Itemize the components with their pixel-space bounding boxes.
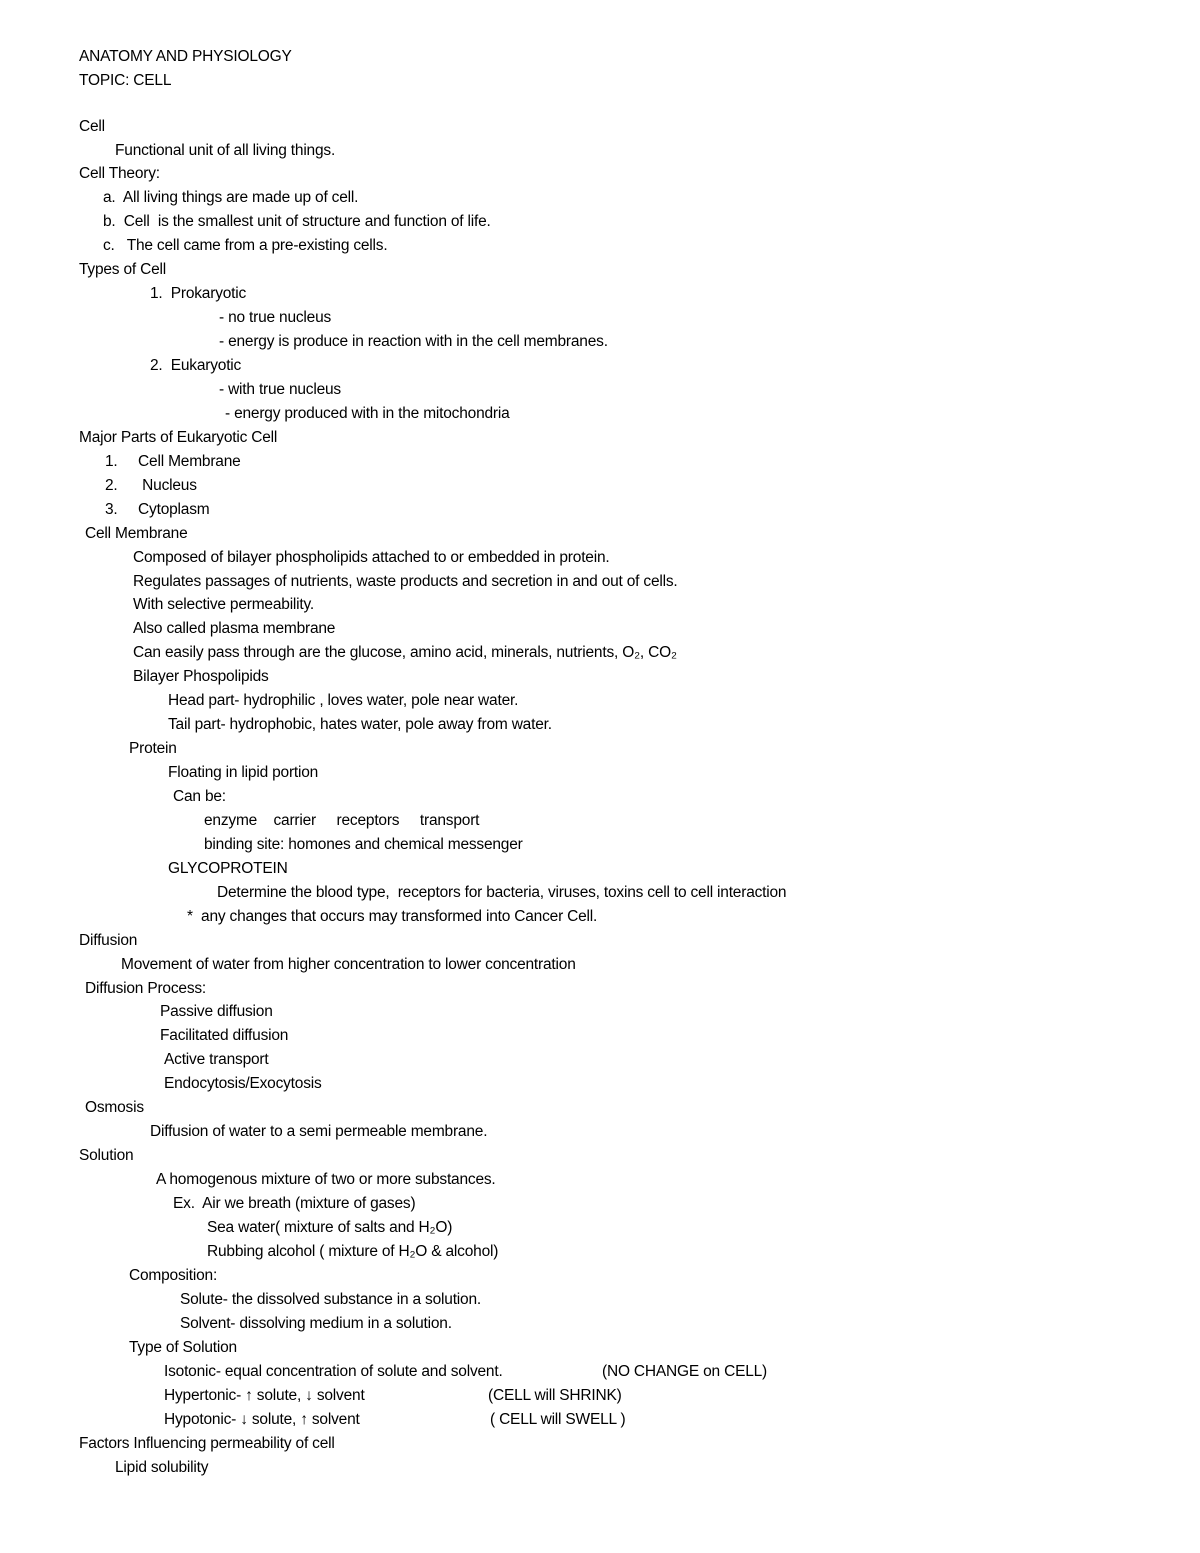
eukaryotic-point: - energy produced with in the mitochondria xyxy=(225,405,510,422)
prokaryotic-point: - energy is produce in reaction with in the cell membranes. xyxy=(219,333,608,350)
diffusion-definition: Movement of water from higher concentration to lower concentration xyxy=(121,956,576,973)
glycoprotein-heading: GLYCOPROTEIN xyxy=(168,860,288,877)
solution-type-isotonic: Isotonic- equal concentration of solute and solvent. xyxy=(164,1363,503,1380)
composition-item: Solute- the dissolved substance in a solution. xyxy=(180,1291,481,1308)
section-heading-solution: Solution xyxy=(79,1147,134,1164)
cell-membrane-point: Also called plasma membrane xyxy=(133,620,336,637)
bilayer-point: Tail part- hydrophobic, hates water, pole away from water. xyxy=(168,716,552,733)
protein-binding-site: binding site: homones and chemical messenger xyxy=(204,836,523,853)
major-part-item: 2. Nucleus xyxy=(105,477,197,494)
cell-membrane-point: With selective permeability. xyxy=(133,596,315,613)
diffusion-process-item: Active transport xyxy=(164,1051,269,1068)
cell-theory-item: c. The cell came from a pre-existing cells. xyxy=(103,237,388,254)
protein-roles: enzyme carrier receptors transport xyxy=(204,812,480,829)
osmosis-definition: Diffusion of water to a semi permeable membrane. xyxy=(150,1123,488,1140)
major-part-item: 3. Cytoplasm xyxy=(105,501,210,518)
eukaryotic-label: 2. Eukaryotic xyxy=(150,357,242,374)
composition-item: Solvent- dissolving medium in a solution. xyxy=(180,1315,452,1332)
protein-can-be: Can be: xyxy=(173,788,226,805)
solution-example: Sea water( mixture of salts and H₂O) xyxy=(207,1219,453,1236)
composition-heading: Composition: xyxy=(129,1267,218,1284)
section-heading-cell: Cell xyxy=(79,118,105,135)
solution-definition: A homogenous mixture of two or more substances. xyxy=(156,1171,496,1188)
solution-effect-hypotonic: ( CELL will SWELL ) xyxy=(490,1411,626,1428)
eukaryotic-point: - with true nucleus xyxy=(219,381,341,398)
diffusion-process-item: Endocytosis/Exocytosis xyxy=(164,1075,322,1092)
protein-heading: Protein xyxy=(129,740,177,757)
section-heading-factors: Factors Influencing permeability of cell xyxy=(79,1435,335,1452)
section-heading-osmosis: Osmosis xyxy=(85,1099,144,1116)
solution-effect-hypertonic: (CELL will SHRINK) xyxy=(488,1387,622,1404)
solution-type-heading: Type of Solution xyxy=(129,1339,237,1356)
cell-theory-item: b. Cell is the smallest unit of structure and function of life. xyxy=(103,213,491,230)
cell-membrane-point: Regulates passages of nutrients, waste products and secretion in and out of cells. xyxy=(133,573,678,590)
solution-type-hypotonic: Hypotonic- ↓ solute, ↑ solvent xyxy=(164,1411,360,1428)
section-heading-diffusion: Diffusion xyxy=(79,932,138,949)
diffusion-process-item: Facilitated diffusion xyxy=(160,1027,289,1044)
solution-effect-isotonic: (NO CHANGE on CELL) xyxy=(602,1363,768,1380)
solution-example: Ex. Air we breath (mixture of gases) xyxy=(173,1195,416,1212)
section-heading-cell-membrane: Cell Membrane xyxy=(85,525,188,542)
glycoprotein-text: Determine the blood type, receptors for bacteria, viruses, toxins cell to cell interaction xyxy=(217,884,787,901)
section-heading-types-of-cell: Types of Cell xyxy=(79,261,166,278)
cell-membrane-point: Composed of bilayer phospholipids attached to or embedded in protein. xyxy=(133,549,610,566)
section-heading-cell-theory: Cell Theory: xyxy=(79,165,160,182)
diffusion-process-heading: Diffusion Process: xyxy=(85,980,207,997)
diffusion-process-item: Passive diffusion xyxy=(160,1003,273,1020)
solution-example: Rubbing alcohol ( mixture of H₂O & alcohol) xyxy=(207,1243,499,1260)
course-title: ANATOMY AND PHYSIOLOGY xyxy=(79,48,292,65)
cell-membrane-point: Can easily pass through are the glucose, amino acid, minerals, nutrients, O₂, CO₂ xyxy=(133,644,677,661)
prokaryotic-label: 1. Prokaryotic xyxy=(150,285,247,302)
section-heading-major-parts: Major Parts of Eukaryotic Cell xyxy=(79,429,278,446)
prokaryotic-point: - no true nucleus xyxy=(219,309,332,326)
major-part-item: 1. Cell Membrane xyxy=(105,453,241,470)
cell-definition: Functional unit of all living things. xyxy=(115,142,336,159)
topic-title: TOPIC: CELL xyxy=(79,72,172,89)
bilayer-point: Head part- hydrophilic , loves water, pole near water. xyxy=(168,692,519,709)
cell-theory-item: a. All living things are made up of cell. xyxy=(103,189,359,206)
cell-membrane-point: Bilayer Phospolipids xyxy=(133,668,269,685)
factor-item: Lipid solubility xyxy=(115,1459,209,1476)
solution-type-hypertonic: Hypertonic- ↑ solute, ↓ solvent xyxy=(164,1387,365,1404)
protein-floating: Floating in lipid portion xyxy=(168,764,319,781)
cancer-note: * any changes that occurs may transformed into Cancer Cell. xyxy=(187,908,598,925)
